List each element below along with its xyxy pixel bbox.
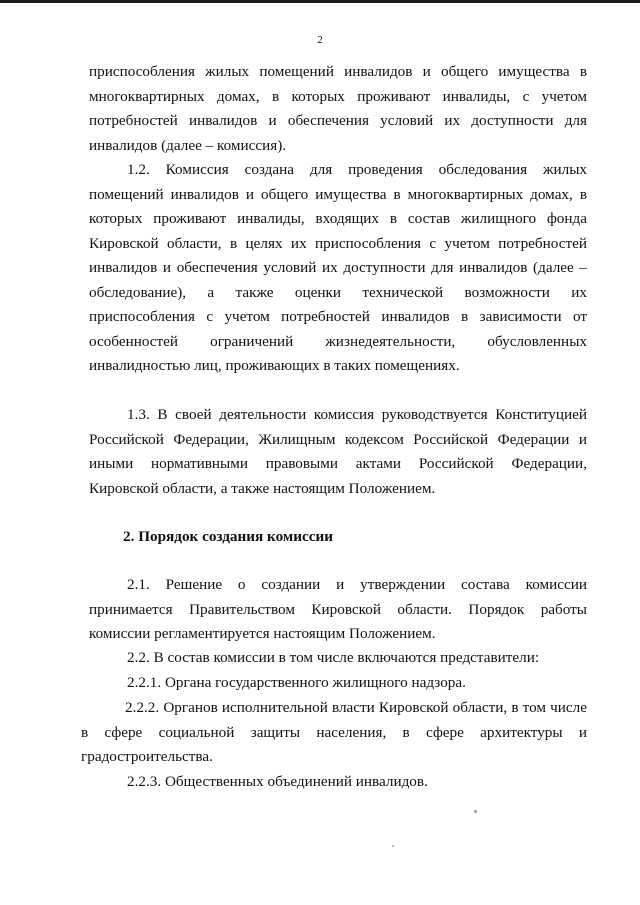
scan-speck: [474, 810, 477, 813]
paragraph-2-1: 2.1. Решение о создании и утверждении состава комиссии принимается Правительством Кировской области. Порядок работы комиссии регламентируется настоящим Положением.: [89, 576, 587, 642]
paragraph-1-3: 1.3. В своей деятельности комиссия руководствуется Конституцией Российской Федерации, Жилищным кодексом Российской Федерации и иными нормативными правовыми актами Российской Федерации, Кировской области, а также настоящим Положением.: [89, 406, 587, 497]
paragraph-1-1-continuation: приспособления жилых помещений инвалидов и общего имущества в многоквартирных домах, в которых проживают инвалиды, с учетом потребностей инвалидов и обеспечения условий их доступности для инвалидов (далее – комиссия).: [89, 63, 587, 154]
section-heading: 2. Порядок создания комиссии: [123, 528, 333, 545]
scan-speck: [392, 845, 394, 847]
paragraph-2-2-3: 2.2.3. Общественных объединений инвалидов.: [127, 773, 428, 790]
page-number: 2: [317, 34, 323, 46]
paragraph-2-2: 2.2. В состав комиссии в том числе включаются представители:: [127, 649, 540, 666]
scan-top-edge: [0, 0, 640, 3]
paragraph-1-2: 1.2. Комиссия создана для проведения обследования жилых помещений инвалидов и общего имущества в многоквартирных домах, в которых проживают инвалиды, входящих в состав жилищного фонда Кировской области, в целях их приспособления с учетом потребностей инвалидов и обеспечения условий их доступности для инвалидов (далее – обследование), а также оценки технической возможности их приспособления с учетом потребностей инвалидов в зависимости от особенностей ограничений жизнедеятельности, обусловленных инвалидностью лиц, проживающих в таких помещениях.: [89, 161, 587, 374]
paragraph-2-2-2: 2.2.2. Органов исполнительной власти Кировской области, в том числе в сфере социальной защиты населения, в сфере архитектуры и градостроительства.: [81, 699, 587, 765]
paragraph-2-2-1: 2.2.1. Органа государственного жилищного надзора.: [127, 674, 466, 691]
